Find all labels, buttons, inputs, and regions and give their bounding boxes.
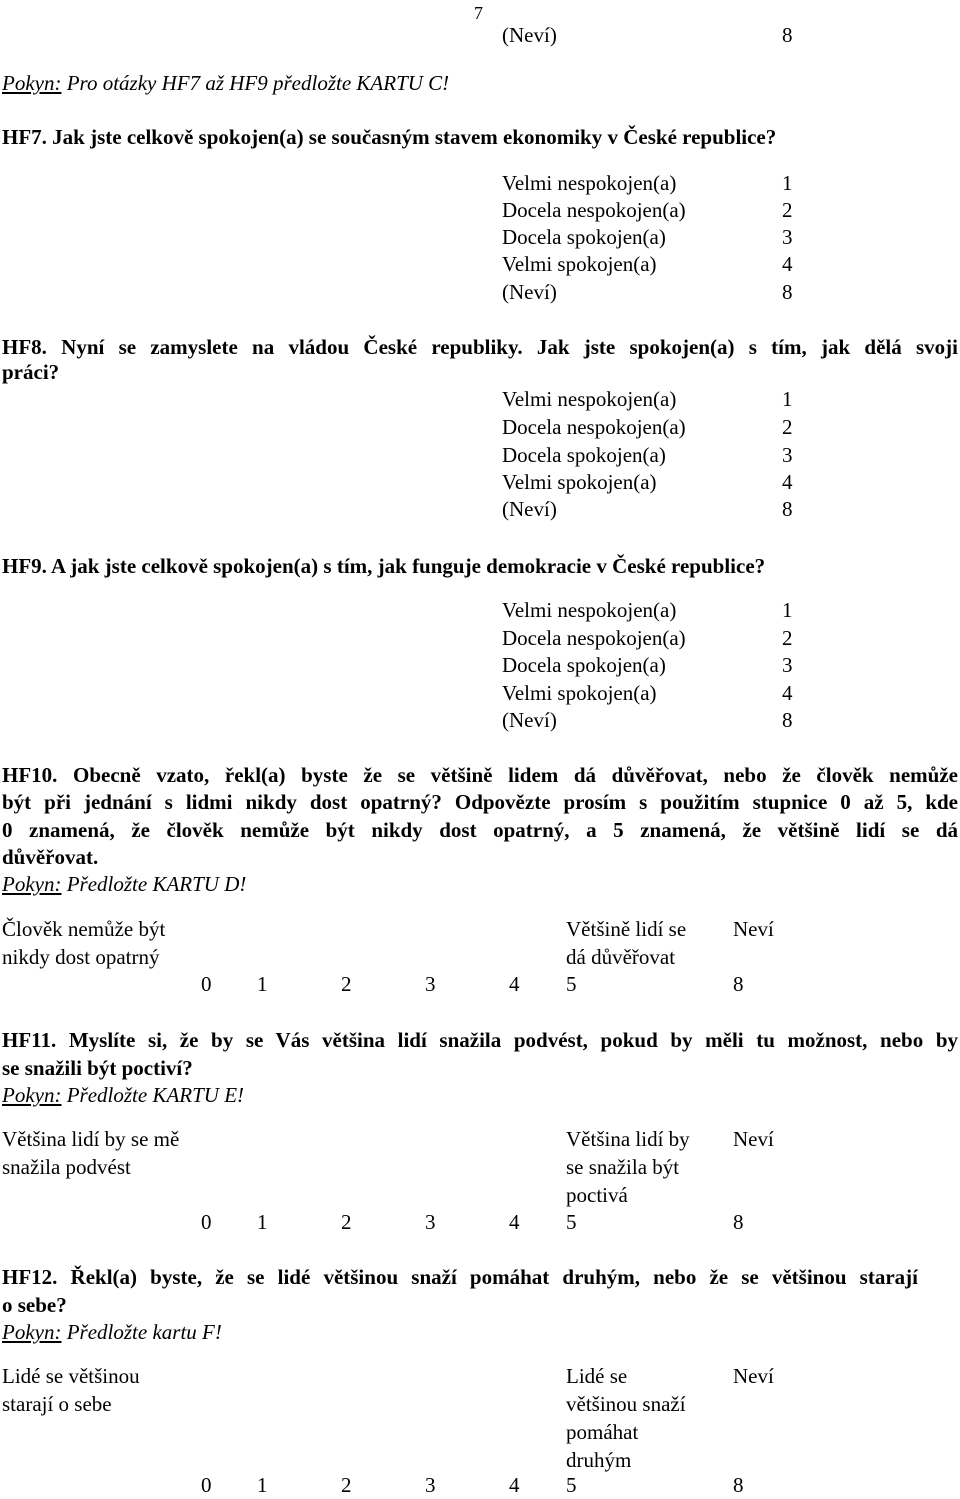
scale-value: 1 bbox=[257, 1473, 268, 1497]
hf10-dont-know-label: Neví bbox=[733, 917, 774, 941]
hf12-dont-know-label: Neví bbox=[733, 1364, 774, 1388]
scale-value: 8 bbox=[733, 972, 744, 996]
option-label: Velmi nespokojen(a) bbox=[502, 598, 677, 622]
option-code: 2 bbox=[782, 415, 793, 439]
scale-value: 3 bbox=[425, 1210, 436, 1234]
hf7-question: HF7. Jak jste celkově spokojen(a) se současným stavem ekonomiky v České republice? bbox=[2, 125, 777, 149]
option-label: Docela nespokojen(a) bbox=[502, 626, 686, 650]
anchor-line: starají o sebe bbox=[2, 1392, 112, 1416]
hf12-question-line1: HF12. Řekl(a) byste, že se lidé většinou snaží pomáhat druhým, nebo že se většinou starají bbox=[2, 1265, 918, 1289]
anchor-line: Většina lidí by bbox=[566, 1127, 690, 1151]
option-code: 1 bbox=[782, 171, 793, 195]
option-label: Velmi nespokojen(a) bbox=[502, 171, 677, 195]
hf11-question-line1: HF11. Myslíte si, že by se Vás většina lidí snažila podvést, pokud by měli tu možnost, nebo by bbox=[2, 1028, 958, 1052]
scale-value: 2 bbox=[341, 1210, 352, 1234]
hf10-question-line4: důvěřovat. bbox=[2, 845, 99, 869]
scale-value: 8 bbox=[733, 1210, 744, 1234]
instruction-prefix: Pokyn: bbox=[2, 71, 62, 95]
instruction-text: Předložte KARTU D! bbox=[61, 872, 247, 896]
hf12-question-line2: o sebe? bbox=[2, 1293, 67, 1317]
scale-value: 3 bbox=[425, 1473, 436, 1497]
option-label: Velmi spokojen(a) bbox=[502, 470, 657, 494]
anchor-line: se snažila být bbox=[566, 1155, 680, 1179]
option-label: (Neví) bbox=[502, 280, 557, 304]
hf11-question-line2: se snažili být poctiví? bbox=[2, 1056, 193, 1080]
hf11-dont-know-label: Neví bbox=[733, 1127, 774, 1151]
hf11-right-anchor bbox=[566, 1125, 716, 1209]
page-number: 7 bbox=[474, 3, 483, 23]
scale-value: 3 bbox=[425, 972, 436, 996]
anchor-line: snažila podvést bbox=[2, 1155, 131, 1179]
option-code: 1 bbox=[782, 598, 793, 622]
scale-value: 0 bbox=[201, 972, 212, 996]
option-label: (Neví) bbox=[502, 497, 557, 521]
anchor-line: většinou snaží bbox=[566, 1392, 686, 1416]
option-label: Docela spokojen(a) bbox=[502, 443, 666, 467]
option-code: 3 bbox=[782, 225, 793, 249]
scale-value: 2 bbox=[341, 972, 352, 996]
anchor-line: Většině lidí se bbox=[566, 917, 687, 941]
option-code: 1 bbox=[782, 387, 793, 411]
option-code: 3 bbox=[782, 443, 793, 467]
instruction-text: Předložte KARTU E! bbox=[61, 1083, 245, 1107]
hf10-question-line1: HF10. Obecně vzato, řekl(a) byste že se většině lidem dá důvěřovat, nebo že člověk nemůže bbox=[2, 763, 958, 787]
option-label: Docela spokojen(a) bbox=[502, 653, 666, 677]
instruction-text: Pro otázky HF7 až HF9 předložte KARTU C! bbox=[61, 71, 450, 95]
instruction-prefix: Pokyn: bbox=[2, 1083, 62, 1107]
scale-value: 8 bbox=[733, 1473, 744, 1497]
hf12-right-anchor bbox=[566, 1362, 716, 1474]
option-label: (Neví) bbox=[502, 708, 557, 732]
option-label: Docela spokojen(a) bbox=[502, 225, 666, 249]
option-label: Velmi nespokojen(a) bbox=[502, 387, 677, 411]
scale-value: 5 bbox=[566, 1473, 577, 1497]
scale-value: 5 bbox=[566, 1210, 577, 1234]
hf10-question-line2: být při jednání s lidmi nikdy dost opatrný? Odpovězte prosím s použitím stupnice 0 až 5, kde bbox=[2, 790, 958, 814]
anchor-line: Lidé se většinou bbox=[2, 1364, 140, 1388]
hf10-instruction bbox=[2, 871, 246, 897]
option-code: 4 bbox=[782, 681, 793, 705]
option-label: Docela nespokojen(a) bbox=[502, 198, 686, 222]
option-code: 8 bbox=[782, 497, 793, 521]
scale-value: 4 bbox=[509, 1473, 520, 1497]
hf10-right-anchor bbox=[566, 915, 716, 971]
option-code: 4 bbox=[782, 470, 793, 494]
carryover-option-label: (Neví) bbox=[502, 23, 557, 47]
option-code: 2 bbox=[782, 626, 793, 650]
carryover-option-code: 8 bbox=[782, 23, 793, 47]
scale-value: 5 bbox=[566, 972, 577, 996]
anchor-line: Většina lidí by se mě bbox=[2, 1127, 180, 1151]
option-label: Velmi spokojen(a) bbox=[502, 681, 657, 705]
scale-value: 4 bbox=[509, 1210, 520, 1234]
hf8-question-line1: HF8. Nyní se zamyslete na vládou České republiky. Jak jste spokojen(a) s tím, jak dělá svoji bbox=[2, 335, 958, 359]
option-code: 4 bbox=[782, 252, 793, 276]
option-code: 8 bbox=[782, 280, 793, 304]
option-code: 3 bbox=[782, 653, 793, 677]
instruction-text: Předložte kartu F! bbox=[61, 1320, 222, 1344]
option-label: Velmi spokojen(a) bbox=[502, 252, 657, 276]
hf10-left-anchor bbox=[2, 915, 212, 971]
anchor-line: pomáhat bbox=[566, 1420, 639, 1444]
hf10-question-line3: 0 znamená, že člověk nemůže být nikdy dost opatrný, a 5 znamená, že většině lidí se dá bbox=[2, 818, 958, 842]
anchor-line: dá důvěřovat bbox=[566, 945, 676, 969]
option-code: 8 bbox=[782, 708, 793, 732]
scale-value: 4 bbox=[509, 972, 520, 996]
hf8-question-line2: práci? bbox=[2, 360, 60, 384]
scale-value: 0 bbox=[201, 1473, 212, 1497]
instruction-prefix: Pokyn: bbox=[2, 1320, 62, 1344]
scale-value: 0 bbox=[201, 1210, 212, 1234]
anchor-line: druhým bbox=[566, 1448, 632, 1472]
hf11-left-anchor bbox=[2, 1125, 212, 1181]
hf9-question: HF9. A jak jste celkově spokojen(a) s tím, jak funguje demokracie v České republice? bbox=[2, 554, 766, 578]
hf11-instruction bbox=[2, 1082, 244, 1108]
anchor-line: poctivá bbox=[566, 1183, 628, 1207]
scale-value: 1 bbox=[257, 972, 268, 996]
scale-value: 1 bbox=[257, 1210, 268, 1234]
option-code: 2 bbox=[782, 198, 793, 222]
anchor-line: nikdy dost opatrný bbox=[2, 945, 160, 969]
hf12-left-anchor bbox=[2, 1362, 212, 1418]
instruction-prefix: Pokyn: bbox=[2, 872, 62, 896]
option-label: Docela nespokojen(a) bbox=[502, 415, 686, 439]
instruction-card-c bbox=[2, 70, 449, 96]
anchor-line: Lidé se bbox=[566, 1364, 628, 1388]
scale-value: 2 bbox=[341, 1473, 352, 1497]
hf12-instruction bbox=[2, 1319, 222, 1345]
anchor-line: Člověk nemůže být bbox=[2, 917, 166, 941]
